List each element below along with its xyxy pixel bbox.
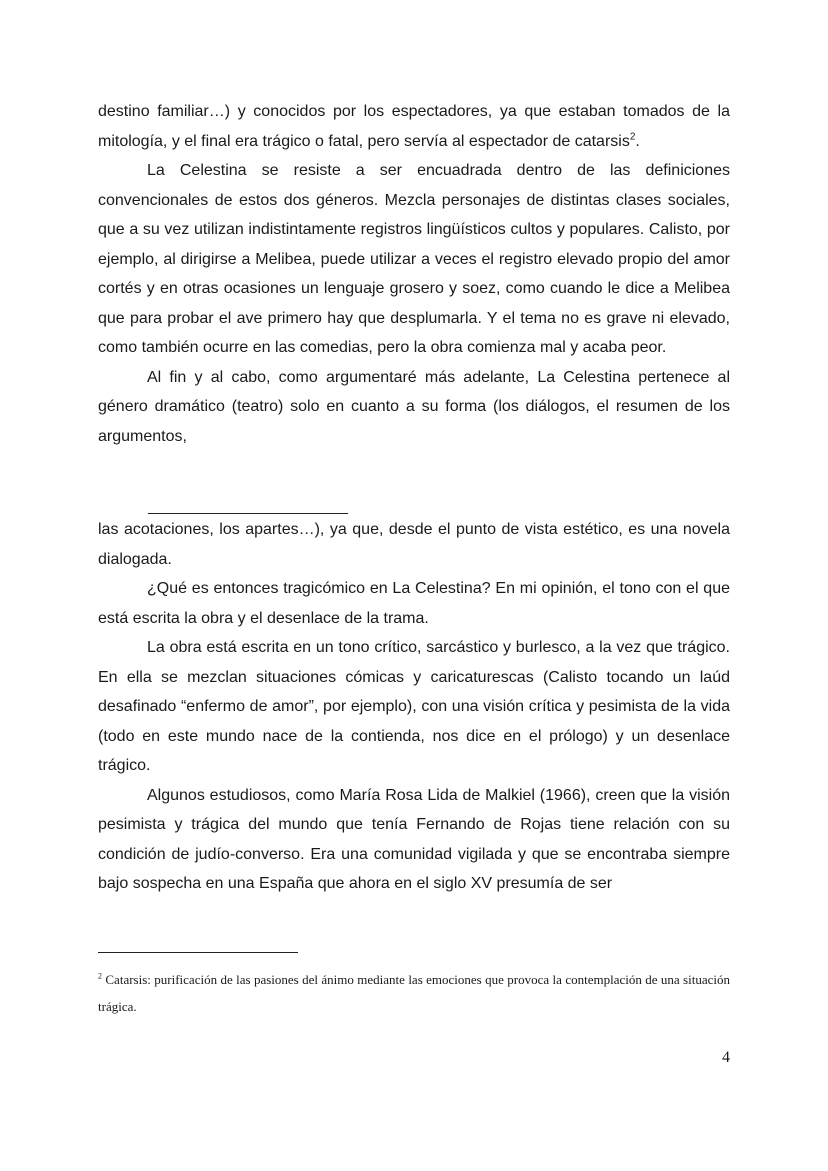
- paragraph: La obra está escrita en un tono crítico, sarcástico y burlesco, a la vez que trágico. En ella se mezclan situaciones cómicas y caricaturescas (Calisto tocando un laúd desafinado “enfermo de amor”, por ejemplo), con una visión crítica y pesimista de la vida (todo en este mundo nace de la contienda, nos dice en el prólogo) y un desenlace trágico.: [98, 639, 730, 774]
- footnote-text: Catarsis: purificación de las pasiones del ánimo mediante las emociones que provoca la contemplación de una situación trágica.: [98, 972, 730, 1014]
- footnote-separator: [98, 952, 298, 953]
- footnote-reference[interactable]: 2: [629, 131, 636, 143]
- paragraph-text: destino familiar…) y conocidos por los espectadores, ya que estaban tomados de la mitología, y el final era trágico o fatal, pero servía al espectador de catarsis: [98, 103, 730, 150]
- paragraph: Algunos estudiosos, como María Rosa Lida de Malkiel (1966), creen que la visión pesimista y trágica del mundo que tenía Fernando de Rojas tiene relación con su condición de judío-converso. Era una comunidad vigilada y que se encontraba siempre bajo sospecha en una España que ahora en el siglo XV presumía de ser: [98, 786, 730, 892]
- page-number: 4: [722, 1049, 730, 1066]
- footnote: [98, 966, 730, 1020]
- paragraph-continuation: las acotaciones, los apartes…), ya que, desde el punto de vista estético, es una novela dialogada.: [98, 521, 730, 568]
- body-text-upper: [98, 97, 730, 451]
- paragraph: La Celestina se resiste a ser encuadrada dentro de las definiciones convencionales de estos dos géneros. Mezcla personajes de distintas clases sociales, que a su vez utilizan indistintamente registros lingüísticos cultos y populares. Calisto, por ejemplo, al dirigirse a Melibea, puede utilizar a veces el registro elevado propio del amor cortés y en otras ocasiones un lenguaje grosero y soez, como cuando le dice a Melibea que para probar el ave primero hay que desplumarla. Y el tema no es grave ni elevado, como también ocurre en las comedias, pero la obra comienza mal y acaba peor.: [98, 162, 730, 356]
- separator-line: [148, 513, 348, 514]
- body-text-lower: [98, 515, 730, 899]
- paragraph-end-punctuation: .: [635, 132, 640, 150]
- footnote-number: 2: [98, 971, 102, 981]
- paragraph: Al fin y al cabo, como argumentaré más adelante, La Celestina pertenece al género dramático (teatro) solo en cuanto a su forma (los diálogos, el resumen de los argumentos,: [98, 368, 730, 445]
- paragraph-continuation: [98, 97, 730, 156]
- paragraph: ¿Qué es entonces tragicómico en La Celestina? En mi opinión, el tono con el que está escrita la obra y el desenlace de la trama.: [98, 580, 730, 627]
